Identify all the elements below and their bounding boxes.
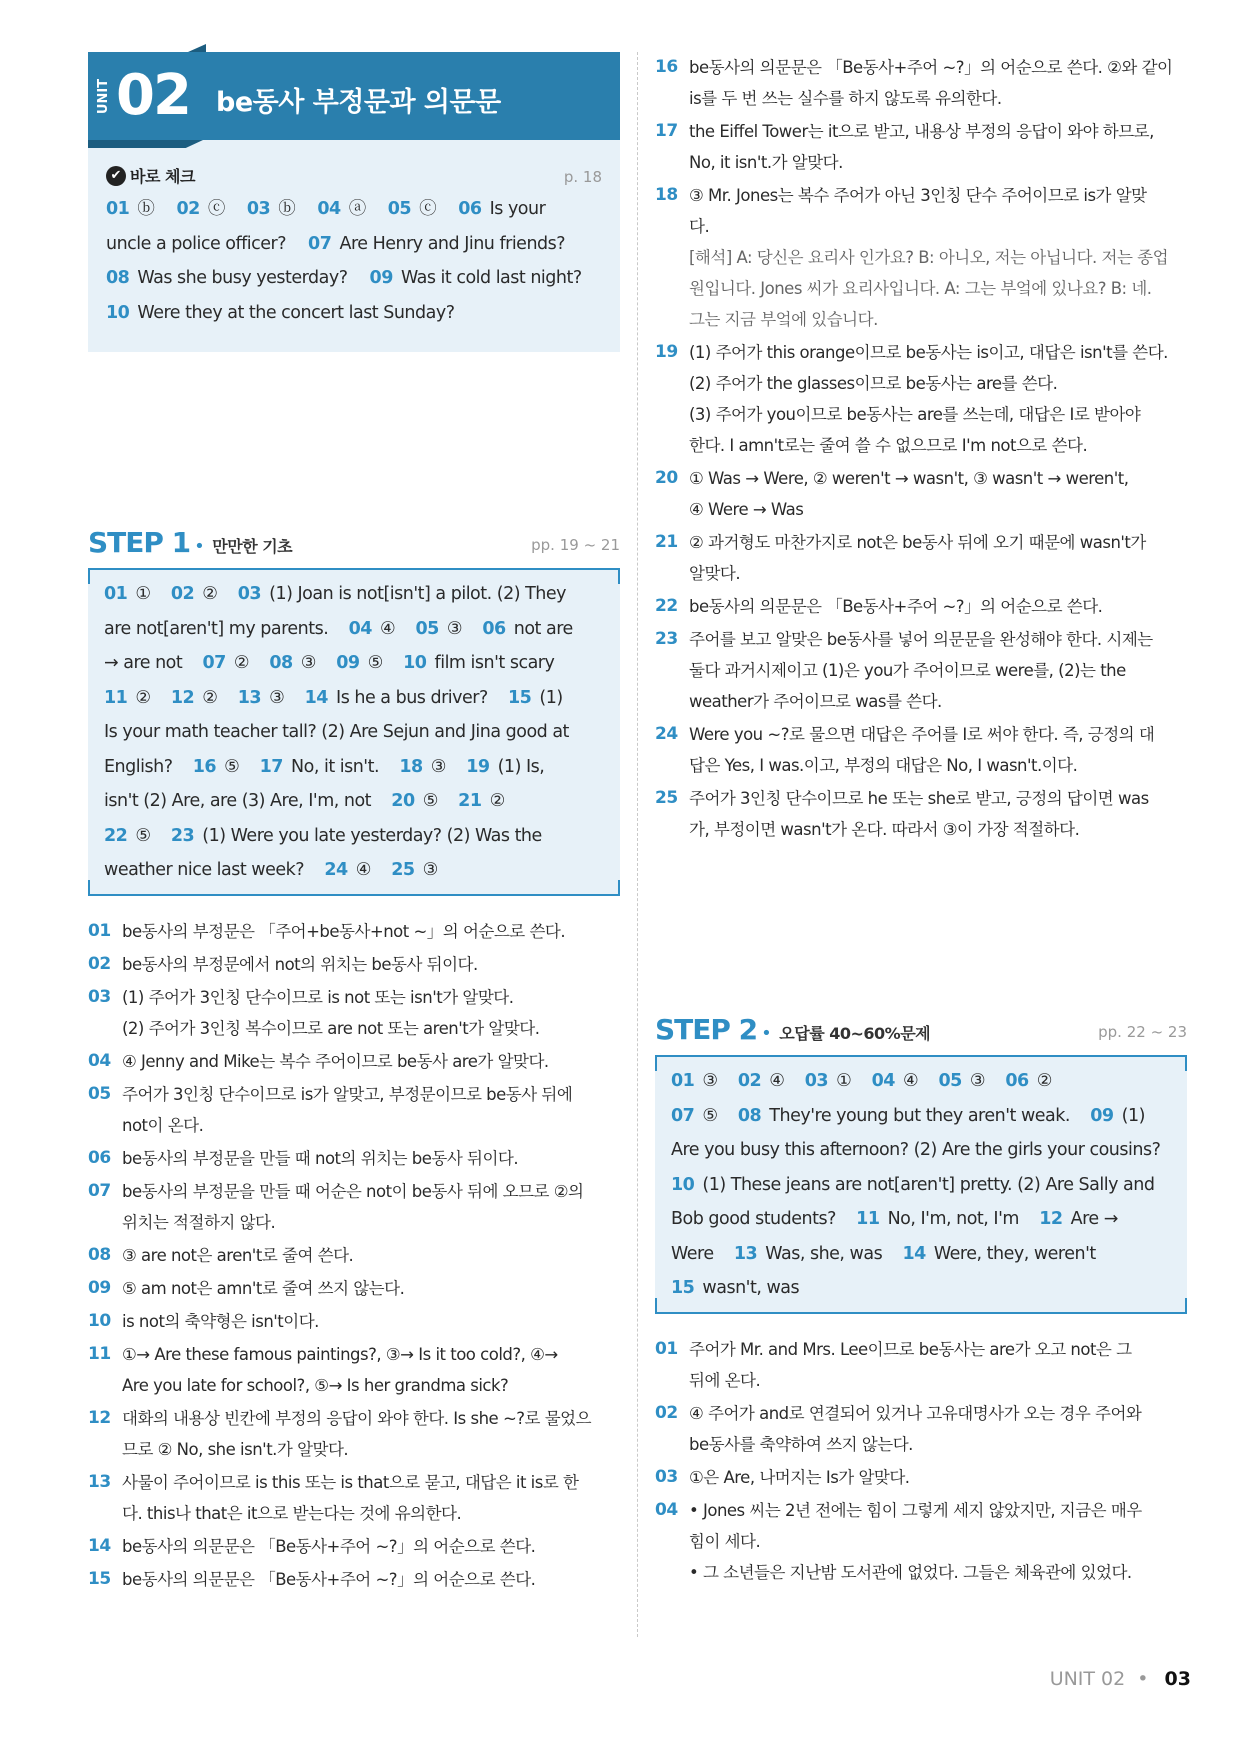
question-number: 25 [391,860,415,880]
step1-explanations [88,916,620,1595]
explanation-item [88,949,620,980]
explanation-text: 다. [689,217,710,236]
explanation-number: 08 [88,1244,111,1265]
explanation-text: ⑤ am not은 amn't로 줄여 쓰지 않는다. [122,1278,405,1298]
explanation-number: 09 [88,1277,111,1298]
explanation-text: be동사의 부정문은 「주어+be동사+not ~」의 어순으로 쓴다. [122,921,566,941]
translation-note: 그는 지금 부엌에 있습니다. [689,310,878,329]
explanation-text: is not의 축약형은 isn't이다. [122,1311,319,1331]
explanation-number: 01 [655,1338,678,1359]
explanation-text: 므로 ② No, she isn't.가 알맞다. [122,1439,349,1459]
explanation-text: (2) 주어가 3인칭 복수이므로 are not 또는 aren't가 알맞다. [122,1018,540,1038]
question-number: 17 [259,756,283,777]
question-number: 10 [403,653,427,673]
explanation-text: 사물이 주어이므로 is this 또는 is that으로 묻고, 대답은 it is로 한 [122,1472,579,1492]
question-number: 10 [671,1174,695,1195]
answer-line: 22 ⑤ 23 (1) Were you late yesterday? (2) Was the [104,825,542,846]
page-number: 03 [1164,1668,1191,1690]
explanation-item [88,916,620,947]
answer-line: Were 13 Was, she, was 14 Were, they, weren't [671,1243,1096,1264]
explanation-item [655,783,1187,845]
explanation-number: 23 [655,629,678,649]
explanation-number: 14 [88,1535,111,1556]
question-number: 08 [269,653,293,673]
answer-line: 01 ③ 02 ④ 03 ① 04 ④ 05 ③ 06 ② [671,1071,1052,1091]
explanation-item [88,1564,620,1595]
answer-line: isn't (2) Are, are (3) Are, I'm, not 20 ⑤ 21 ② [104,791,505,811]
explanation-text: the Eiffel Tower는 it으로 받고, 내용상 부정의 응답이 와야 하므로, [689,122,1154,141]
explanation-text: (2) 주어가 the glasses이므로 be동사는 are를 쓴다. [689,374,1058,393]
translation-note: 원입니다. Jones 씨가 요리사입니다. A: 그는 부엌에 있나요? B: 네. [689,279,1152,298]
question-number: 24 [324,860,348,880]
answer-line: 11 ② 12 ② 13 ③ 14 Is he a bus driver? 15 (1) [104,687,563,708]
step1-explanations-continued [655,52,1187,845]
question-number: 06 [1005,1071,1029,1091]
explanation-text: be동사의 부정문에서 not의 위치는 be동사 뒤이다. [122,954,478,974]
explanation-text: 다. this나 that은 it으로 받는다는 것에 유의한다. [122,1503,462,1523]
explanation-item [88,1240,620,1271]
answer-line: Bob good students? 11 No, I'm, not, I'm 12 Are → [671,1209,1118,1229]
explanation-number: 11 [88,1343,111,1364]
explanation-item [655,1462,1187,1493]
unit-number: 02 [116,63,190,128]
explanation-number: 22 [655,596,678,616]
explanation-text: 가, 부정이면 wasn't가 온다. 따라서 ③이 가장 적절하다. [689,820,1080,839]
answer-line: are not[aren't] my parents. 04 ④ 05 ③ 06 not are [104,618,573,639]
explanation-item [655,52,1187,114]
answer-line: 08 Was she busy yesterday? 09 Was it cold last night? [106,268,582,288]
question-number: 05 [938,1071,962,1091]
explanation-text: 힘이 세다. [689,1531,761,1551]
explanation-text: 한다. I amn't로는 줄여 쓸 수 없으므로 I'm not으로 쓴다. [689,436,1088,455]
question-number: 04 [871,1071,895,1091]
explanation-number: 06 [88,1147,111,1168]
explanation-number: 03 [655,1466,678,1487]
answer-line: 10 Were they at the concert last Sunday? [106,302,455,323]
answer-line: weather nice last week? 24 ④ 25 ③ [104,860,438,880]
question-number: 09 [336,653,360,673]
step2-answer-box [655,1055,1187,1314]
explanation-text: be동사를 축약하여 쓰지 않는다. [689,1434,913,1454]
explanation-text: 주어가 3인칭 단수이므로 he 또는 she로 받고, 긍정의 답이면 was [689,789,1149,808]
explanation-text: No, it isn't.가 알맞다. [689,153,843,172]
explanation-text: Were you ~?로 물으면 대답은 주어를 I로 써야 한다. 즉, 긍정의 대 [689,725,1155,744]
explanation-item [655,1495,1187,1588]
question-number: 02 [737,1071,762,1091]
explanation-item [88,982,620,1044]
explanation-text: (3) 주어가 you이므로 be동사는 are를 쓰는데, 대답은 I로 받아야 [689,405,1141,424]
question-number: 09 [1090,1105,1114,1126]
answer-line: English? 16 ⑤ 17 No, it isn't. 18 ③ 19 (1) Is, [104,756,545,777]
explanation-text: 주어를 보고 알맞은 be동사를 넣어 의문문을 완성해야 한다. 시제는 [689,630,1153,649]
explanation-text: not이 온다. [122,1115,204,1135]
question-number: 02 [170,584,195,604]
explanation-text: Are you late for school?, ⑤→ Is her grandma sick? [122,1375,509,1395]
answer-line: uncle a police officer? 07 Are Henry and Jinu friends? [106,233,566,254]
step1-pages: pp. 19 ~ 21 [531,536,620,554]
explanation-text: be동사의 부정문을 만들 때 not의 위치는 be동사 뒤이다. [122,1148,519,1168]
explanation-text: (1) 주어가 this orange이므로 be동사는 is이고, 대답은 isn't를 쓴다. [689,343,1168,362]
explanation-text: ④ Jenny and Mike는 복수 주어이므로 be동사 are가 알맞다. [122,1051,549,1071]
step2-subtitle: 오답률 40~60%문제 [779,1024,931,1043]
explanation-text: be동사의 의문문은 「Be동사+주어 ~?」의 어순으로 쓴다. [689,597,1103,616]
footer-unit: UNIT 02 [1049,1668,1126,1690]
question-number: 05 [415,618,439,639]
unit-tag: UNIT [96,78,112,114]
explanation-text: weather가 주어이므로 was를 쓴다. [689,692,942,711]
explanation-item [88,1531,620,1562]
step1-label: STEP 1 [88,526,191,559]
explanation-text: ③ are not은 aren't로 줄여 쓴다. [122,1245,354,1265]
explanation-item [88,1339,620,1401]
answer-line: 10 (1) These jeans are not[aren't] pretty. (2) Are Sally and [671,1174,1155,1195]
explanation-text: 뒤에 온다. [689,1370,761,1390]
question-number: 03 [804,1071,829,1091]
explanation-text: ④ Were → Was [689,500,804,519]
translation-note: [해석] A: 당신은 요리사 인가요? B: 아니오, 저는 아닙니다. 저는 종업 [689,248,1169,267]
question-number: 16 [192,756,217,777]
explanation-item [655,337,1187,461]
quick-check-title: ✔ 바로 체크 [106,164,195,187]
explanation-text: 둘다 과거시제이고 (1)은 you가 주어이므로 were를, (2)는 the [689,661,1126,680]
explanation-number: 02 [88,953,111,974]
question-number: 06 [482,618,506,639]
explanation-number: 25 [655,788,678,808]
question-number: 15 [671,1278,695,1298]
answer-line: Are you busy this afternoon? (2) Are the girls your cousins? [671,1140,1161,1160]
explanation-text: 대화의 내용상 빈칸에 부정의 응답이 와야 한다. Is she ~?로 물었으 [122,1408,592,1428]
step2-answers [671,1064,1171,1306]
quick-check-box [88,140,620,352]
step2-header: STEP 2 • 오답률 40~60%문제 pp. 22 ~ 23 [655,1013,1187,1046]
question-number: 07 [671,1105,695,1126]
explanation-number: 01 [88,920,111,941]
explanation-number: 12 [88,1407,111,1428]
question-number: 11 [104,687,128,708]
explanation-item [88,1176,620,1238]
explanation-text: ①은 Are, 나머지는 Is가 알맞다. [689,1467,910,1487]
answer-line: 01 ⓑ 02 ⓒ 03 ⓑ 04 ⓐ 05 ⓒ 06 Is your [106,199,546,219]
question-number: 15 [508,687,532,708]
question-number: 23 [170,825,195,846]
answer-line: 15 wasn't, was [671,1278,800,1298]
explanation-item [88,1467,620,1529]
question-number: 14 [902,1243,926,1264]
explanation-item [655,1334,1187,1396]
explanation-text: 주어가 3인칭 단수이므로 is가 알맞고, 부정문이므로 be동사 뒤에 [122,1084,573,1104]
question-number: 04 [348,618,372,639]
explanation-text: 알맞다. [689,564,741,583]
answer-line: 01 ① 02 ② 03 (1) Joan is not[isn't] a pilot. (2) They [104,584,567,604]
explanation-text: • 그 소년들은 지난밤 도서관에 없었다. 그들은 체육관에 있었다. [689,1562,1132,1582]
explanation-number: 05 [88,1083,111,1104]
question-number: 20 [391,791,415,811]
answer-line: 07 ⑤ 08 They're young but they aren't weak. 09 (1) [671,1105,1145,1126]
explanation-text: be동사의 의문문은 「Be동사+주어 ~?」의 어순으로 쓴다. ②와 같이 [689,58,1173,77]
explanation-number: 17 [655,121,678,141]
explanation-item [88,1306,620,1337]
step2-pages: pp. 22 ~ 23 [1098,1023,1187,1041]
step1-header: STEP 1 • 만만한 기초 pp. 19 ~ 21 [88,526,620,559]
step2-label: STEP 2 [655,1013,758,1046]
explanation-text: be동사의 부정문을 만들 때 어순은 not이 be동사 뒤에 오므로 ②의 [122,1181,584,1201]
explanation-item [655,527,1187,589]
check-icon: ✔ [106,166,126,186]
explanation-number: 20 [655,468,678,488]
explanation-number: 07 [88,1180,111,1201]
question-number: 07 [202,653,226,673]
explanation-text: ③ Mr. Jones는 복수 주어가 아닌 3인칭 단수 주어이므로 is가 알맞 [689,186,1147,205]
explanation-number: 13 [88,1471,111,1492]
explanation-number: 03 [88,986,111,1007]
explanation-text: (1) 주어가 3인칭 단수이므로 is not 또는 isn't가 알맞다. [122,987,514,1007]
explanation-text: ② 과거형도 마찬가지로 not은 be동사 뒤에 오기 때문에 wasn't가 [689,533,1146,552]
explanation-text: ① Was → Were, ② weren't → wasn't, ③ wasn't → weren't, [689,469,1129,488]
question-number: 14 [304,687,328,708]
explanation-number: 21 [655,532,678,552]
question-number: 03 [237,584,262,604]
explanation-item [88,1079,620,1141]
explanation-text: ④ 주어가 and로 연결되어 있거나 고유대명사가 오는 경우 주어와 [689,1403,1142,1423]
explanation-number: 15 [88,1568,111,1589]
question-number: 01 [671,1071,695,1091]
question-number: 21 [458,791,482,811]
left-column [88,52,620,1597]
question-number: 18 [399,756,423,777]
question-number: 13 [237,687,262,708]
explanation-text: be동사의 의문문은 「Be동사+주어 ~?」의 어순으로 쓴다. [122,1569,536,1589]
explanation-number: 16 [655,57,678,77]
question-number: 12 [170,687,195,708]
column-divider [637,52,638,1637]
explanation-text: • Jones 씨는 2년 전에는 힘이 그렇게 세지 않았지만, 지금은 매우 [689,1500,1142,1520]
right-column [655,52,1187,1590]
explanation-number: 24 [655,724,678,744]
step1-answers [104,577,604,888]
unit-header-shadow [88,140,203,148]
explanation-text: 주어가 Mr. and Mrs. Lee이므로 be동사는 are가 오고 not은 그 [689,1339,1132,1359]
explanation-item [88,1046,620,1077]
step1-subtitle: 만만한 기초 [212,537,293,556]
question-number: 22 [104,825,128,846]
explanation-item [655,180,1187,335]
explanation-item [655,1398,1187,1460]
question-number: 08 [737,1105,762,1126]
explanation-item [655,591,1187,622]
explanation-text: 위치는 적절하지 않다. [122,1212,276,1232]
question-number: 13 [733,1243,758,1264]
page-footer: UNIT 02 • 03 [1049,1668,1191,1690]
unit-header [88,52,620,140]
explanation-item [88,1403,620,1465]
explanation-text: is를 두 번 쓰는 실수를 하지 않도록 유의한다. [689,89,1002,108]
explanation-item [655,624,1187,717]
question-number: 19 [466,756,490,777]
explanation-item [655,463,1187,525]
explanation-number: 10 [88,1310,111,1331]
explanation-item [88,1143,620,1174]
explanation-item [88,1273,620,1304]
answer-line: Is your math teacher tall? (2) Are Sejun and Jina good at [104,722,569,742]
explanation-item [655,719,1187,781]
explanation-number: 04 [88,1050,111,1071]
question-number: 01 [104,584,128,604]
unit-title: be동사 부정문과 의문문 [216,87,501,118]
explanation-number: 02 [655,1402,678,1423]
quick-check-answers [106,192,602,330]
answer-line: → are not 07 ② 08 ③ 09 ⑤ 10 film isn't scary [104,653,555,673]
explanation-number: 18 [655,185,678,205]
explanation-text: be동사의 의문문은 「Be동사+주어 ~?」의 어순으로 쓴다. [122,1536,536,1556]
explanation-number: 04 [655,1499,678,1520]
step1-answer-box [88,568,620,896]
step2-explanations [655,1334,1187,1588]
explanation-text: 답은 Yes, I was.이고, 부정의 대답은 No, I wasn't.이다. [689,756,1078,775]
explanation-item [655,116,1187,178]
explanation-text: ①→ Are these famous paintings?, ③→ Is it too cold?, ④→ [122,1344,558,1364]
quick-check-page: p. 18 [563,168,602,186]
question-number: 11 [856,1209,880,1229]
explanation-number: 19 [655,342,678,362]
unit-tab-decoration [188,44,206,52]
question-number: 12 [1039,1209,1063,1229]
